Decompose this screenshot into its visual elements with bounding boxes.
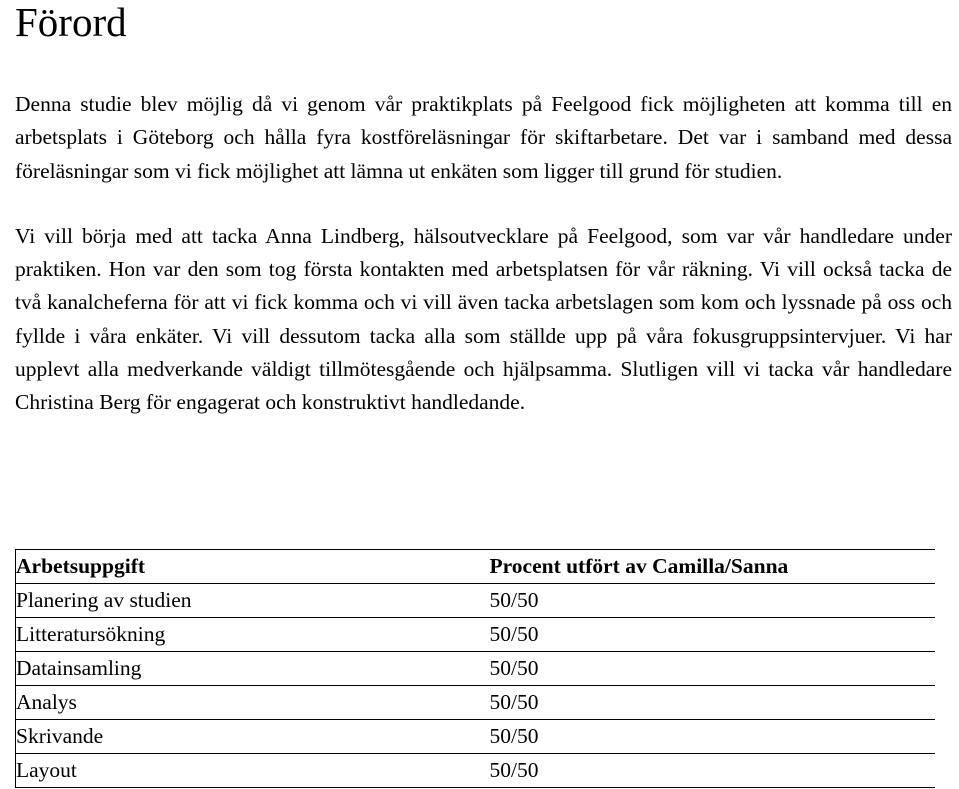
table-row: [16, 652, 936, 686]
task-cell: Litteratursökning: [16, 618, 490, 652]
table-row: [16, 686, 936, 720]
table-header-row: [16, 550, 936, 584]
percent-cell: 50/50: [489, 720, 935, 754]
column-header-task: Arbetsuppgift: [16, 550, 490, 584]
table-row: [16, 754, 936, 788]
table-row: [16, 618, 936, 652]
percent-cell: 50/50: [489, 686, 935, 720]
percent-cell: 50/50: [489, 618, 935, 652]
task-cell: Skrivande: [16, 720, 490, 754]
column-header-percent: Procent utfört av Camilla/Sanna: [489, 550, 935, 584]
task-cell: Layout: [16, 754, 490, 788]
percent-cell: 50/50: [489, 754, 935, 788]
percent-cell: 50/50: [489, 584, 935, 618]
percent-cell: 50/50: [489, 652, 935, 686]
page-title: Förord: [15, 0, 127, 45]
document-page: [15, 0, 952, 782]
table-row: [16, 584, 936, 618]
task-distribution-table: [15, 549, 935, 788]
task-cell: Datainsamling: [16, 652, 490, 686]
paragraph-intro: Denna studie blev möjlig då vi genom vår praktikplats på Feelgood fick möjligheten att komma till en arbetsplats i Göteborg och hålla fyra kostföreläsningar för skiftarbetare. Det var i samband med dessa föreläsningar som vi fick möjlighet att lämna ut enkäten som ligger till grund för studien.: [15, 92, 952, 183]
paragraph-thanks: Vi vill börja med att tacka Anna Lindberg, hälsoutvecklare på Feelgood, som var vår handledare under praktiken. Hon var den som tog första kontakten med arbetsplatsen för vår räkning. Vi vill också tacka de två kanalcheferna för att vi fick komma och vi vill även tacka arbetslagen som kom och lyssnade på oss och fyllde i våra enkäter. Vi vill dessutom tacka alla som ställde upp på våra fokusgruppsintervjuer. Vi har upplevt alla medverkande väldigt tillmötesgående och hjälpsamma. Slutligen vill vi tacka vår handledare Christina Berg för engagerat och konstruktivt handledande.: [15, 223, 952, 415]
task-cell: Planering av studien: [16, 584, 490, 618]
task-cell: Analys: [16, 686, 490, 720]
table-row: [16, 720, 936, 754]
